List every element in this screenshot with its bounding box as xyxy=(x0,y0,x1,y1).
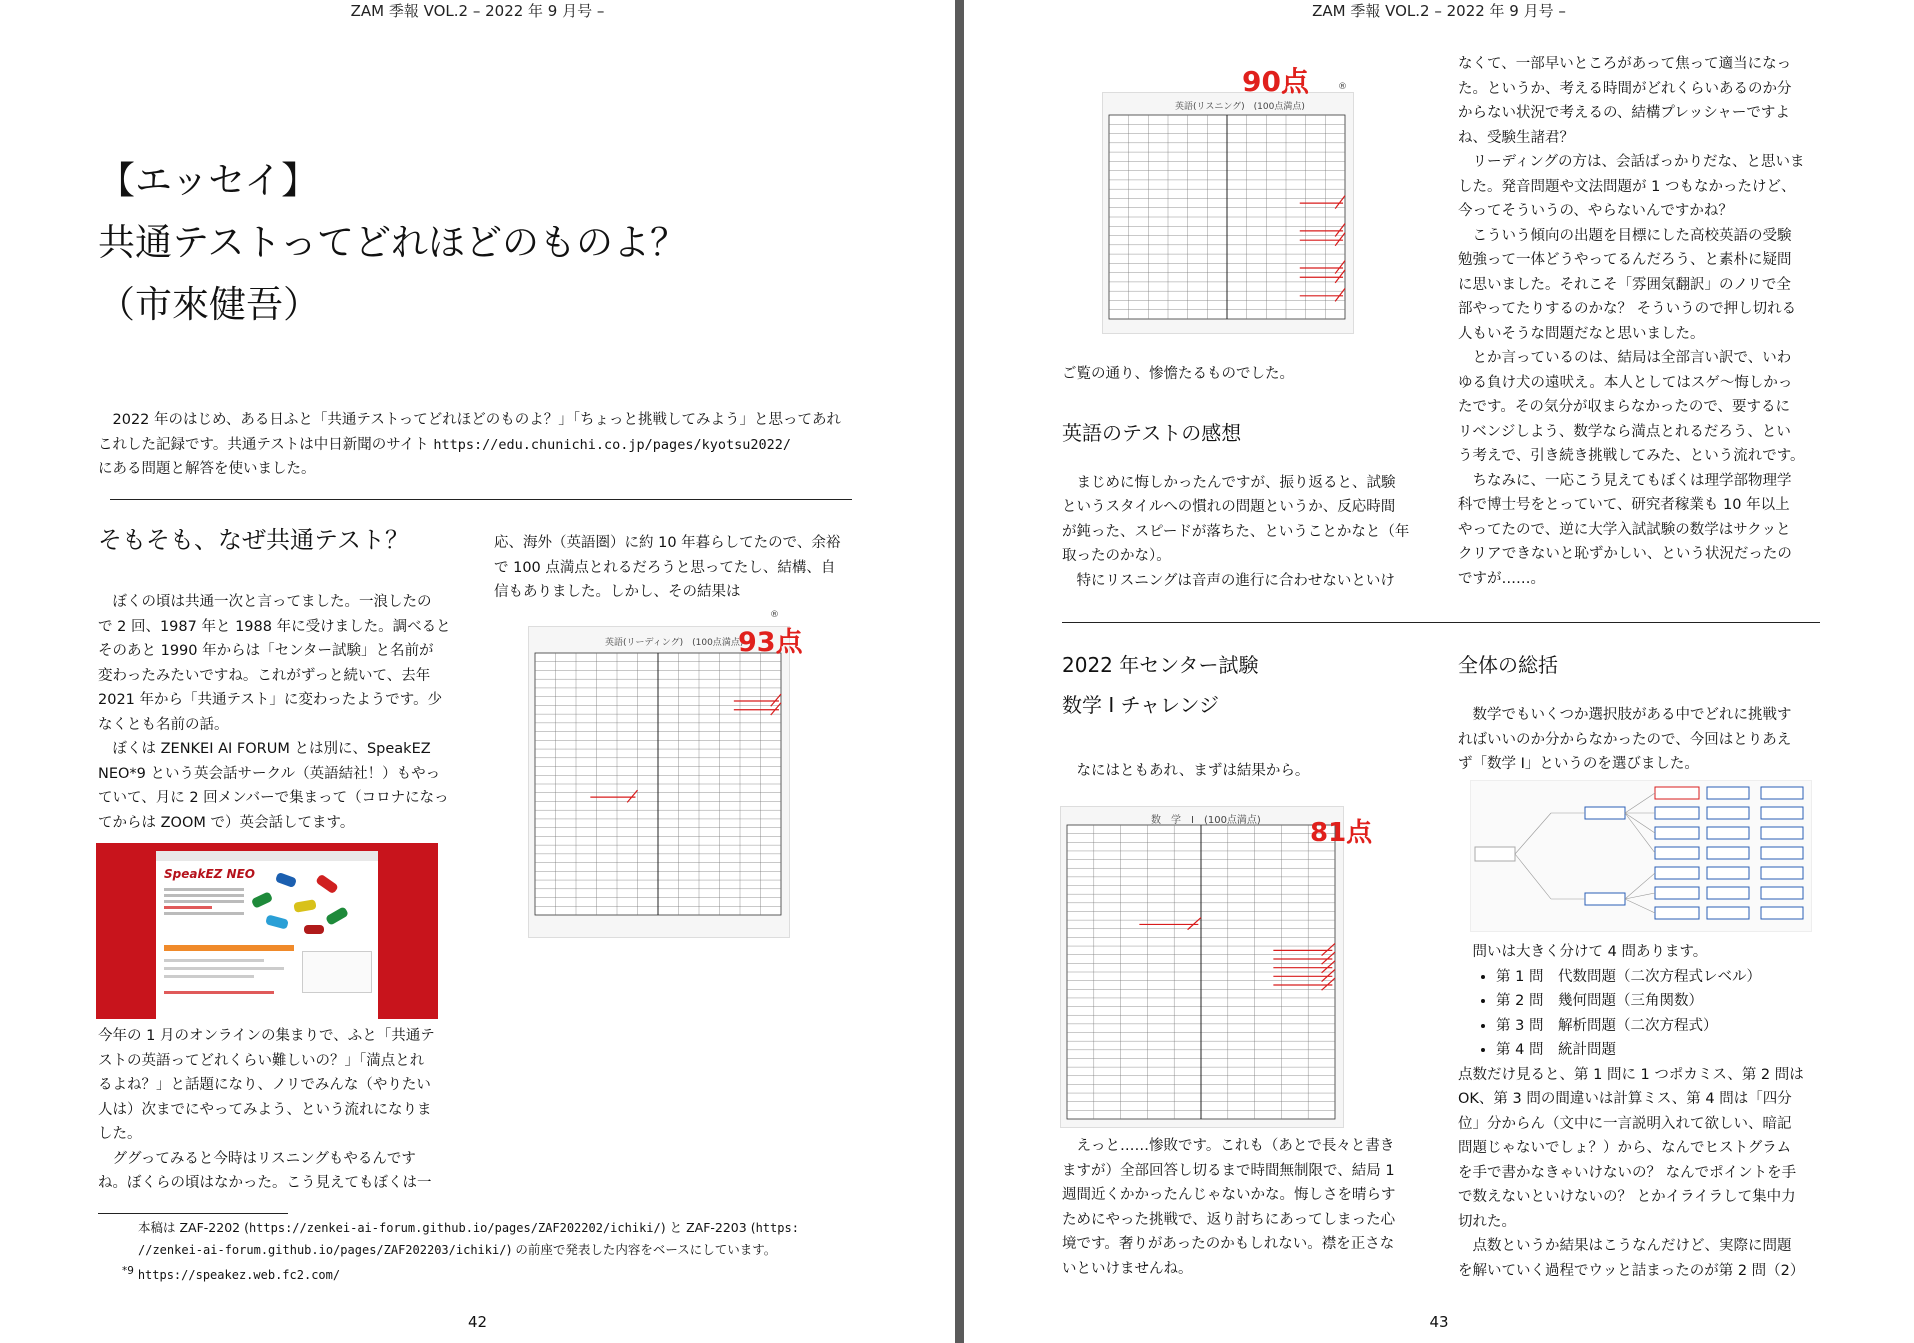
text-line: 境です。奢りがあったのかもしれない。襟を正さな xyxy=(1062,1236,1395,1252)
text-line: ですが……。 xyxy=(1458,570,1545,587)
text-line: ず「数学 I」というのを選びました。 xyxy=(1458,756,1699,772)
text-line: なくて、一部早いところがあって焦って適当になっ xyxy=(1458,56,1792,72)
text-line: まじめに悔しかったんですが、振り返ると、試験 xyxy=(1076,474,1396,491)
subject-node xyxy=(1655,807,1699,819)
text-line: こういう傾向の出題を目標にした高校英語の受験 xyxy=(1472,227,1792,244)
paragraph-math-choice xyxy=(1458,703,1820,777)
text-line: ていて、月に 2 回メンバーで集まって（コロナになっ xyxy=(98,790,449,806)
text-line: 点数というか結果はこうなんだけど、実際に問題 xyxy=(1472,1238,1792,1254)
article-title xyxy=(98,150,687,336)
text-line: てからは ZOOM で）英会話してます。 xyxy=(98,814,355,831)
paragraph-confidence xyxy=(494,531,856,605)
math-section xyxy=(1062,645,1424,784)
listening-mark: ® xyxy=(1338,82,1347,92)
text-line: 今ってそういうの、やらないんですかね？ xyxy=(1458,203,1733,219)
section-rule-right xyxy=(1062,622,1820,623)
text-line: ますが）全部回答し切るまで時間無制限で、結局 1 xyxy=(1062,1162,1395,1179)
branch-node-2 xyxy=(1585,893,1625,905)
page-divider xyxy=(955,0,964,1343)
text-line: 位」分からん（文中に一言説明入れて欲しい、暗記 xyxy=(1458,1115,1792,1132)
paragraph-pressure xyxy=(1458,52,1820,150)
footnote-rule xyxy=(98,1213,288,1214)
text-line: というスタイルへの慣れの問題というか、反応時間 xyxy=(1062,499,1396,515)
paragraph-reflection xyxy=(1062,471,1424,569)
paragraph-revenge xyxy=(1458,346,1820,469)
option-node-a xyxy=(1707,827,1749,839)
reading-score: 93点 xyxy=(738,627,803,658)
option-node-b xyxy=(1761,907,1803,919)
option-node-a xyxy=(1707,907,1749,919)
option-node-a xyxy=(1707,867,1749,879)
intro-url[interactable]: https://edu.chunichi.co.jp/pages/kyotsu2022/ xyxy=(433,436,791,453)
reading-answer-grid xyxy=(529,627,789,937)
left-column-1 xyxy=(98,520,460,835)
listening-table-title: 英語(リスニング) (100点満点) xyxy=(1175,102,1305,112)
listening-caption: ご覧の通り、惨憺たるものでした。 xyxy=(1062,366,1294,382)
text-line: 信もありました。しかし、その結果は xyxy=(494,584,741,600)
section-rule xyxy=(110,499,852,500)
page-number-right: 43 xyxy=(1429,1313,1449,1331)
reading-score-sheet xyxy=(528,626,790,938)
math-answer-grid xyxy=(1061,807,1343,1127)
text-line: クリアできないと恥ずかしい、という状況だったの xyxy=(1458,546,1792,562)
paragraph-physics xyxy=(1458,469,1820,592)
text-line: 週間近くかかったんじゃないかな。悔しさを晴らす xyxy=(1062,1187,1396,1203)
topic-item: • 第 1 問 代数問題（二次方程式レベル） xyxy=(1496,965,1820,990)
paragraph-online-meeting xyxy=(98,1024,460,1147)
intro-line-2 xyxy=(98,433,853,458)
footnote-1-cont xyxy=(98,1239,858,1261)
text-line: NEO*9 という英会話サークル（英語結社！）もやっ xyxy=(98,765,441,782)
intro-paragraph xyxy=(98,408,853,482)
speakez-website-screenshot xyxy=(96,843,438,1019)
title-line-2: 共通テストってどれほどのものよ？ xyxy=(98,221,688,264)
option-node-b xyxy=(1761,827,1803,839)
flow-connector xyxy=(1625,873,1655,899)
exam-structure-diagram xyxy=(1470,780,1812,932)
option-node-b xyxy=(1761,807,1803,819)
option-node-b xyxy=(1761,887,1803,899)
math-table-title: 数 学 Ⅰ (100点満点) xyxy=(1151,815,1261,826)
flow-connector xyxy=(1515,854,1551,899)
math-result-text xyxy=(1062,1134,1424,1281)
footnote-2-mark: *9 xyxy=(122,1265,134,1277)
text-line: OK、第 3 問の間違いは計算ミス、第 4 問は「四分 xyxy=(1458,1091,1792,1107)
paragraph-listening-issue xyxy=(1062,569,1424,594)
text-line: ぼくは ZENKEI AI FORUM とは別に、SpeakEZ xyxy=(112,741,431,757)
text-line: ググってみると今時はリスニングもやるんです xyxy=(112,1150,416,1167)
text-line: した。 xyxy=(98,1126,142,1142)
intro-line-1: 2022 年のはじめ、ある日ふと「共通テストってどれほどのものよ？」「ちょっと挑戦してみよう」と思ってあれ xyxy=(112,412,842,428)
text-line: やってたので、逆に大学入試試験の数学はサクッと xyxy=(1458,521,1791,538)
text-line: で数えないといけないの？ とかイライラして集中力 xyxy=(1458,1189,1796,1205)
text-line: 点数だけ見ると、第 1 問に 1 つポカミス、第 2 問は xyxy=(1458,1066,1804,1083)
topic-item: • 第 2 問 幾何問題（三角関数） xyxy=(1496,989,1820,1014)
listening-answer-grid xyxy=(1103,93,1353,333)
subject-node xyxy=(1655,907,1699,919)
footnote-1 xyxy=(98,1217,858,1239)
section-heading: そもそも、なぜ共通テスト？ xyxy=(98,526,410,554)
subject-node xyxy=(1655,887,1699,899)
subject-node xyxy=(1655,867,1699,879)
math-score: 81点 xyxy=(1310,818,1373,848)
text-line: からない状況で考えるの、結構プレッシャーですよ xyxy=(1458,105,1790,121)
text-line: ればいいのか分からなかったので、今回はとりあえ xyxy=(1458,731,1792,748)
text-line: ためにやった挑戦で、返り討ちにあってしまった心 xyxy=(1062,1211,1396,1228)
running-header-right: ZAM 季報 VOL.2 – 2022 年 9 月号 – xyxy=(1312,2,1566,20)
text-line: 数学でもいくつか選択肢がある中でどれに挑戦す xyxy=(1472,707,1792,723)
paragraph-speakez xyxy=(98,737,460,835)
text-line: う考えで、引き続き挑戦してみた、という流れです。 xyxy=(1458,448,1805,464)
paragraph-difficulty xyxy=(1458,1234,1820,1283)
right-column-2 xyxy=(1458,52,1820,591)
paragraph-listening xyxy=(98,1147,460,1196)
text-line: ストの英語ってどれくらい難しいの？」「満点とれ xyxy=(98,1052,425,1069)
option-node-a xyxy=(1707,887,1749,899)
text-line: 変わったみたいですね。これがずっと続いて、去年 xyxy=(98,667,431,684)
text-line: で 100 点満点とれるだろうと思ってたし、結構、自 xyxy=(494,559,836,576)
text-line: 特にリスニングは音声の進行に合わせないといけ xyxy=(1076,572,1395,589)
flow-connector xyxy=(1625,899,1655,913)
footnote-1-end: ) の前座で発表した内容をベースにしています。 xyxy=(506,1242,777,1257)
root-node xyxy=(1475,847,1515,861)
math-heading-line-2: 数学 I チャレンジ xyxy=(1062,693,1220,717)
option-node-a xyxy=(1707,847,1749,859)
text-line: えっと……惨敗です。これも（あとで長々と書き xyxy=(1076,1138,1395,1154)
summary-heading: 全体の総括 xyxy=(1458,653,1558,677)
listening-score: 90点 xyxy=(1242,65,1309,98)
footnote-2 xyxy=(98,1261,858,1286)
running-header-left: ZAM 季報 VOL.2 – 2022 年 9 月号 – xyxy=(350,2,605,20)
summary-section xyxy=(1458,645,1820,777)
paragraph-common-exam-history xyxy=(98,590,460,737)
paragraph-reading-style xyxy=(1458,150,1820,224)
text-line: ね。ぼくらの頃はなかった。こう見えてもぼくは一 xyxy=(98,1175,432,1191)
text-line: ゆる負け犬の遠吠え。本人としてはスゲ〜悔しかっ xyxy=(1458,374,1793,391)
option-node-b xyxy=(1761,787,1803,799)
intro-text: これした記録です。共通テストは中日新聞のサイト xyxy=(98,436,434,453)
left-column-2 xyxy=(494,531,856,605)
topics-intro: 問いは大きく分けて 4 問あります。 xyxy=(1472,944,1708,960)
flow-connector xyxy=(1625,813,1655,853)
text-line: 人もいそうな問題だなと思いました。 xyxy=(1458,325,1705,342)
text-line: 問題じゃないでしょ？）から、なんでヒストグラム xyxy=(1458,1140,1792,1156)
registered-mark: ® xyxy=(770,610,779,620)
right-column-1 xyxy=(1062,362,1424,593)
subject-node xyxy=(1655,787,1699,799)
flow-connector xyxy=(1515,813,1551,854)
text-line: るよね？」と話題になり、ノリでみんな（やりたい xyxy=(98,1077,431,1093)
left-column-1-continued xyxy=(98,1024,460,1196)
text-line: 今年の 1 月のオンラインの集まりで、ふと「共通テ xyxy=(98,1028,435,1044)
option-node-a xyxy=(1707,787,1749,799)
footnote-1-url-2b[interactable]: //zenkei-ai-forum.github.io/pages/ZAF202203/ichiki/ xyxy=(138,1243,507,1257)
text-line: 人は）次までにやってみよう、という流れになりま xyxy=(98,1101,432,1118)
title-line-3: （市來健吾） xyxy=(98,283,320,326)
text-line: ね、受験生諸君？ xyxy=(1458,129,1574,146)
left-page xyxy=(0,0,955,1343)
page-number-left: 42 xyxy=(467,1313,488,1331)
reading-table-title: 英語(リーディング) (100点満点) xyxy=(605,638,744,648)
topics-list xyxy=(1458,965,1820,1063)
text-line: たです。その気分が収まらなかったので、要するに xyxy=(1458,399,1791,415)
text-line: なくとも名前の話。 xyxy=(98,716,229,733)
text-line: 科で博士号をとっていて、研究者稼業も 10 年以上 xyxy=(1458,497,1790,513)
intro-line-3: にある問題と解答を使いました。 xyxy=(98,461,316,477)
branch-node-1 xyxy=(1585,807,1625,819)
text-line: リベンジしよう、数学なら満点とれるだろう、とい xyxy=(1458,423,1791,440)
topic-item: • 第 3 問 解析問題（二次方程式） xyxy=(1496,1014,1820,1039)
flow-connector xyxy=(1625,813,1655,833)
exam-structure-flow xyxy=(1471,781,1811,931)
paragraph-math-result xyxy=(1062,1134,1424,1281)
math-intro: なにはともあれ、まずは結果から。 xyxy=(1076,763,1310,779)
text-line: 取ったのかな）。 xyxy=(1062,548,1171,564)
text-line: 切れた。 xyxy=(1458,1213,1516,1230)
footnote-1-url-1[interactable]: https://zenkei-ai-forum.github.io/pages/ZAF202202/ichiki/ xyxy=(248,1221,661,1235)
text-line: を手で書かなきゃいけないの？ なんでポイントを手 xyxy=(1458,1164,1797,1181)
option-node-b xyxy=(1761,847,1803,859)
subject-node xyxy=(1655,827,1699,839)
footnote-2-url[interactable]: https://speakez.web.fc2.com/ xyxy=(137,1268,341,1283)
math-score-sheet xyxy=(1060,806,1344,1128)
text-line: を解いていく過程でウッと詰まったのが第 2 問（2） xyxy=(1458,1262,1805,1279)
footnote-1-text: 本稿は ZAF-2202 ( xyxy=(138,1220,249,1235)
paragraph-score-analysis xyxy=(1458,1063,1820,1235)
subject-node xyxy=(1655,847,1699,859)
text-line: た。というか、考える時間がどれくらいあるのか分 xyxy=(1458,80,1792,97)
text-line: 2021 年から「共通テスト」に変わったようです。少 xyxy=(98,692,443,708)
flow-connector xyxy=(1625,793,1655,813)
text-line: リーディングの方は、会話ばっかりだな、と思いま xyxy=(1472,154,1805,170)
text-line: 応、海外（英語圏）に約 10 年暮らしてたので、余裕 xyxy=(494,535,841,551)
right-page xyxy=(964,0,1914,1343)
text-line: とか言っているのは、結局は全部言い訳で、いわ xyxy=(1472,350,1792,366)
option-node-a xyxy=(1707,807,1749,819)
text-line: 勉強って一体どうやってるんだろう、と素朴に疑問 xyxy=(1458,252,1792,268)
footnote-1-text-mid: ) と ZAF-2203 ( xyxy=(660,1220,756,1235)
title-line-1: 【エッセイ】 xyxy=(98,159,319,202)
summary-continued xyxy=(1458,940,1820,1283)
text-line: 部やってたりするのかな？ そういうので押し切れる xyxy=(1458,301,1797,317)
text-line: で 2 回、1987 年と 1988 年に受けました。調べると xyxy=(98,618,451,635)
text-line: ぼくの頃は共通一次と言ってました。一浪したの xyxy=(112,594,432,610)
math-heading-line-1: 2022 年センター試験 xyxy=(1062,653,1259,677)
text-line: いといけませんね。 xyxy=(1062,1260,1193,1277)
flow-connector xyxy=(1625,893,1655,899)
listening-score-sheet xyxy=(1102,92,1354,334)
footnotes xyxy=(98,1217,858,1286)
text-line: ちなみに、一応こう見えてもぼくは理学部物理学 xyxy=(1472,472,1792,489)
text-line: に思いました。それこそ「雰囲気翻訳」のノリで全 xyxy=(1458,276,1791,293)
footnote-1-url-2a[interactable]: https: xyxy=(755,1221,799,1235)
text-line: した。発音問題や文法問題が 1 つもなかったけど、 xyxy=(1458,178,1796,195)
paragraph-exam-tendency xyxy=(1458,224,1820,347)
text-line: そのあと 1990 年からは「センター試験」と名前が xyxy=(98,643,434,659)
english-heading: 英語のテストの感想 xyxy=(1062,420,1242,445)
speakez-logo: SpeakEZ NEO xyxy=(164,867,255,881)
topic-item: • 第 4 問 統計問題 xyxy=(1496,1038,1820,1063)
text-line: が鈍った、スピードが落ちた、ということかなと（年 xyxy=(1062,523,1410,540)
option-node-b xyxy=(1761,867,1803,879)
